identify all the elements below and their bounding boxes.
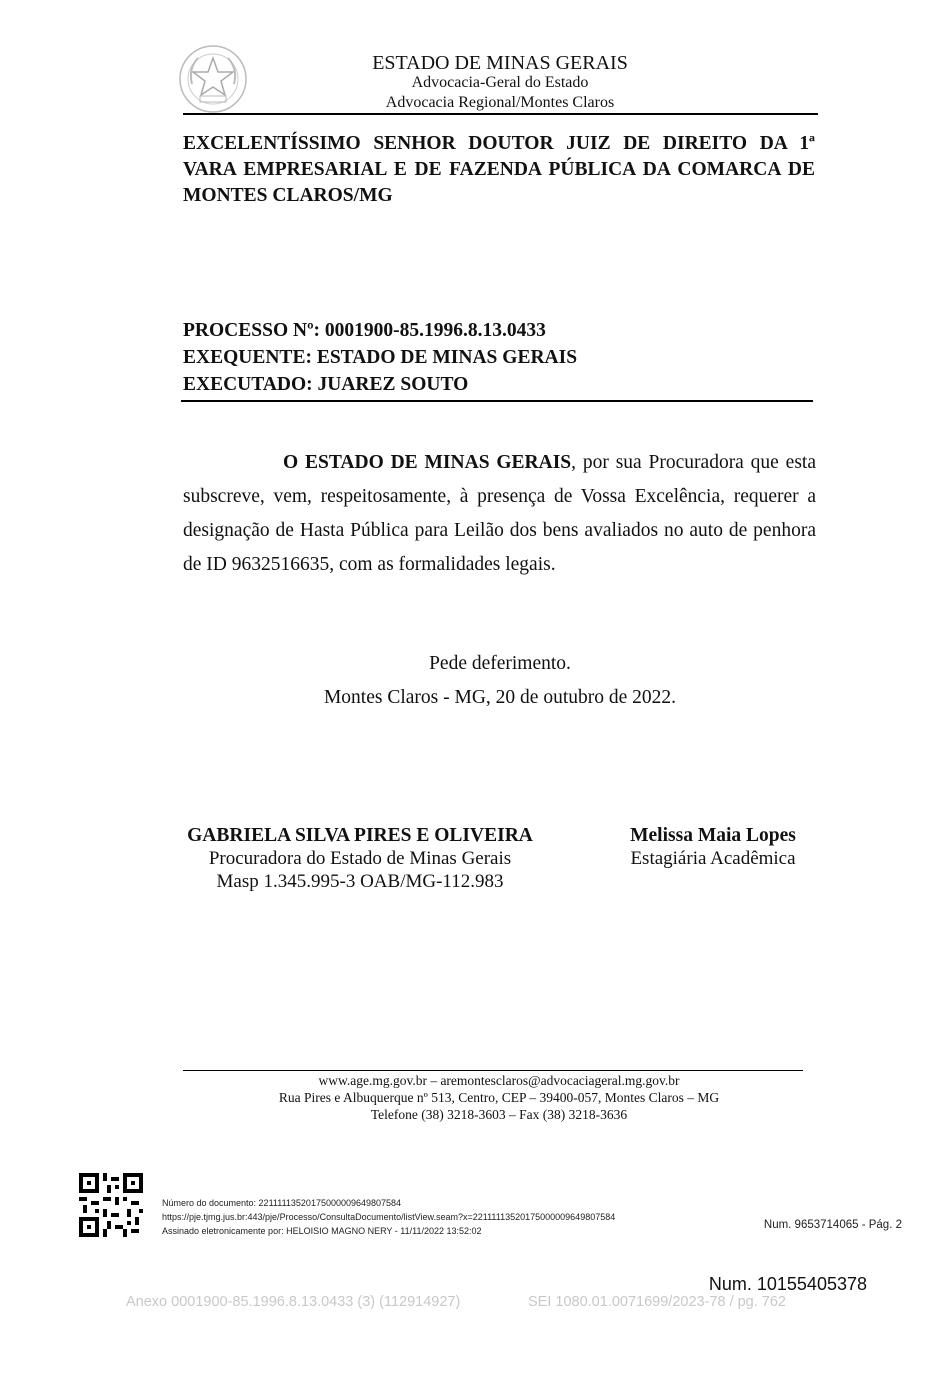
footer-address: Rua Pires e Albuquerque nº 513, Centro, CEP – 39400-057, Montes Claros – MG [278, 1090, 720, 1105]
process-number: PROCESSO Nº: 0001900-85.1996.8.13.0433 [183, 320, 546, 341]
footer-web-email: www.age.mg.gov.br – aremontesclaros@advocaciageral.mg.gov.br [318, 1073, 680, 1088]
header-rule [183, 113, 818, 115]
stamp-annex: Anexo 0001900-85.1996.8.13.0433 (3) (112914927) [126, 1294, 461, 1310]
coat-of-arms-icon [178, 44, 248, 114]
signed-by: Assinado eletronicamente por: HELOISIO MAGNO NERY - 11/11/2022 13:52:02 [162, 1226, 482, 1236]
signature-estagiaria [598, 824, 828, 870]
signer-role: Estagiária Acadêmica [630, 848, 796, 869]
header-office: Advocacia-Geral do Estado [411, 74, 589, 91]
body-party: O ESTADO DE MINAS GERAIS [283, 452, 572, 473]
addressee: EXCELENTÍSSIMO SENHOR DOUTOR JUIZ DE DIREITO DA 1ª VARA EMPRESARIAL E DE FAZENDA PÚBLICA DA COMARCA DE MONTES CLAROS/MG [183, 133, 815, 206]
process-executado: EXECUTADO: JUAREZ SOUTO [183, 374, 469, 395]
signer-role: Procuradora do Estado de Minas Gerais [208, 848, 512, 869]
footer-rule [183, 1070, 803, 1071]
signer-name: Melissa Maia Lopes [630, 825, 796, 846]
header-regional: Advocacia Regional/Montes Claros [385, 94, 615, 111]
page-reference: Num. 9653714065 - Pág. 2 [763, 1219, 902, 1231]
doc-url[interactable]: https://pje.tjmg.jus.br:443/pje/Processo/ConsultaDocumento/listView.seam?x=22111113520175000009649807584 [162, 1212, 616, 1222]
signer-id: Masp 1.345.995-3 OAB/MG-112.983 [216, 871, 504, 892]
qr-code-icon [79, 1173, 143, 1237]
process-rule [181, 400, 813, 402]
closing-place-date: Montes Claros - MG, 20 de outubro de 2022. [323, 687, 677, 708]
petition-body [183, 446, 816, 582]
stamp-sei: SEI 1080.01.0071699/2023-78 / pg. 762 [528, 1294, 786, 1310]
process-exequente: EXEQUENTE: ESTADO DE MINAS GERAIS [183, 347, 578, 368]
footer-phone: Telefone (38) 3218-3603 – Fax (38) 3218-3636 [370, 1107, 628, 1122]
signature-procuradora [170, 824, 550, 893]
body-text: , por sua Procuradora que esta subscreve, vem, respeitosamente, à presença de Vossa Excelência, requerer a designação de Hasta Pública para Leilão dos bens avaliados no auto de penhora de ID 9632516635, com as formalidades legais. [183, 452, 816, 575]
closing-request: Pede deferimento. [429, 653, 571, 674]
stamp-number: Num. 10155405378 [708, 1274, 867, 1294]
doc-number: Número do documento: 22111113520175000009649807584 [162, 1198, 402, 1208]
header-state: ESTADO DE MINAS GERAIS [372, 52, 628, 74]
signer-name: GABRIELA SILVA PIRES E OLIVEIRA [187, 825, 533, 846]
